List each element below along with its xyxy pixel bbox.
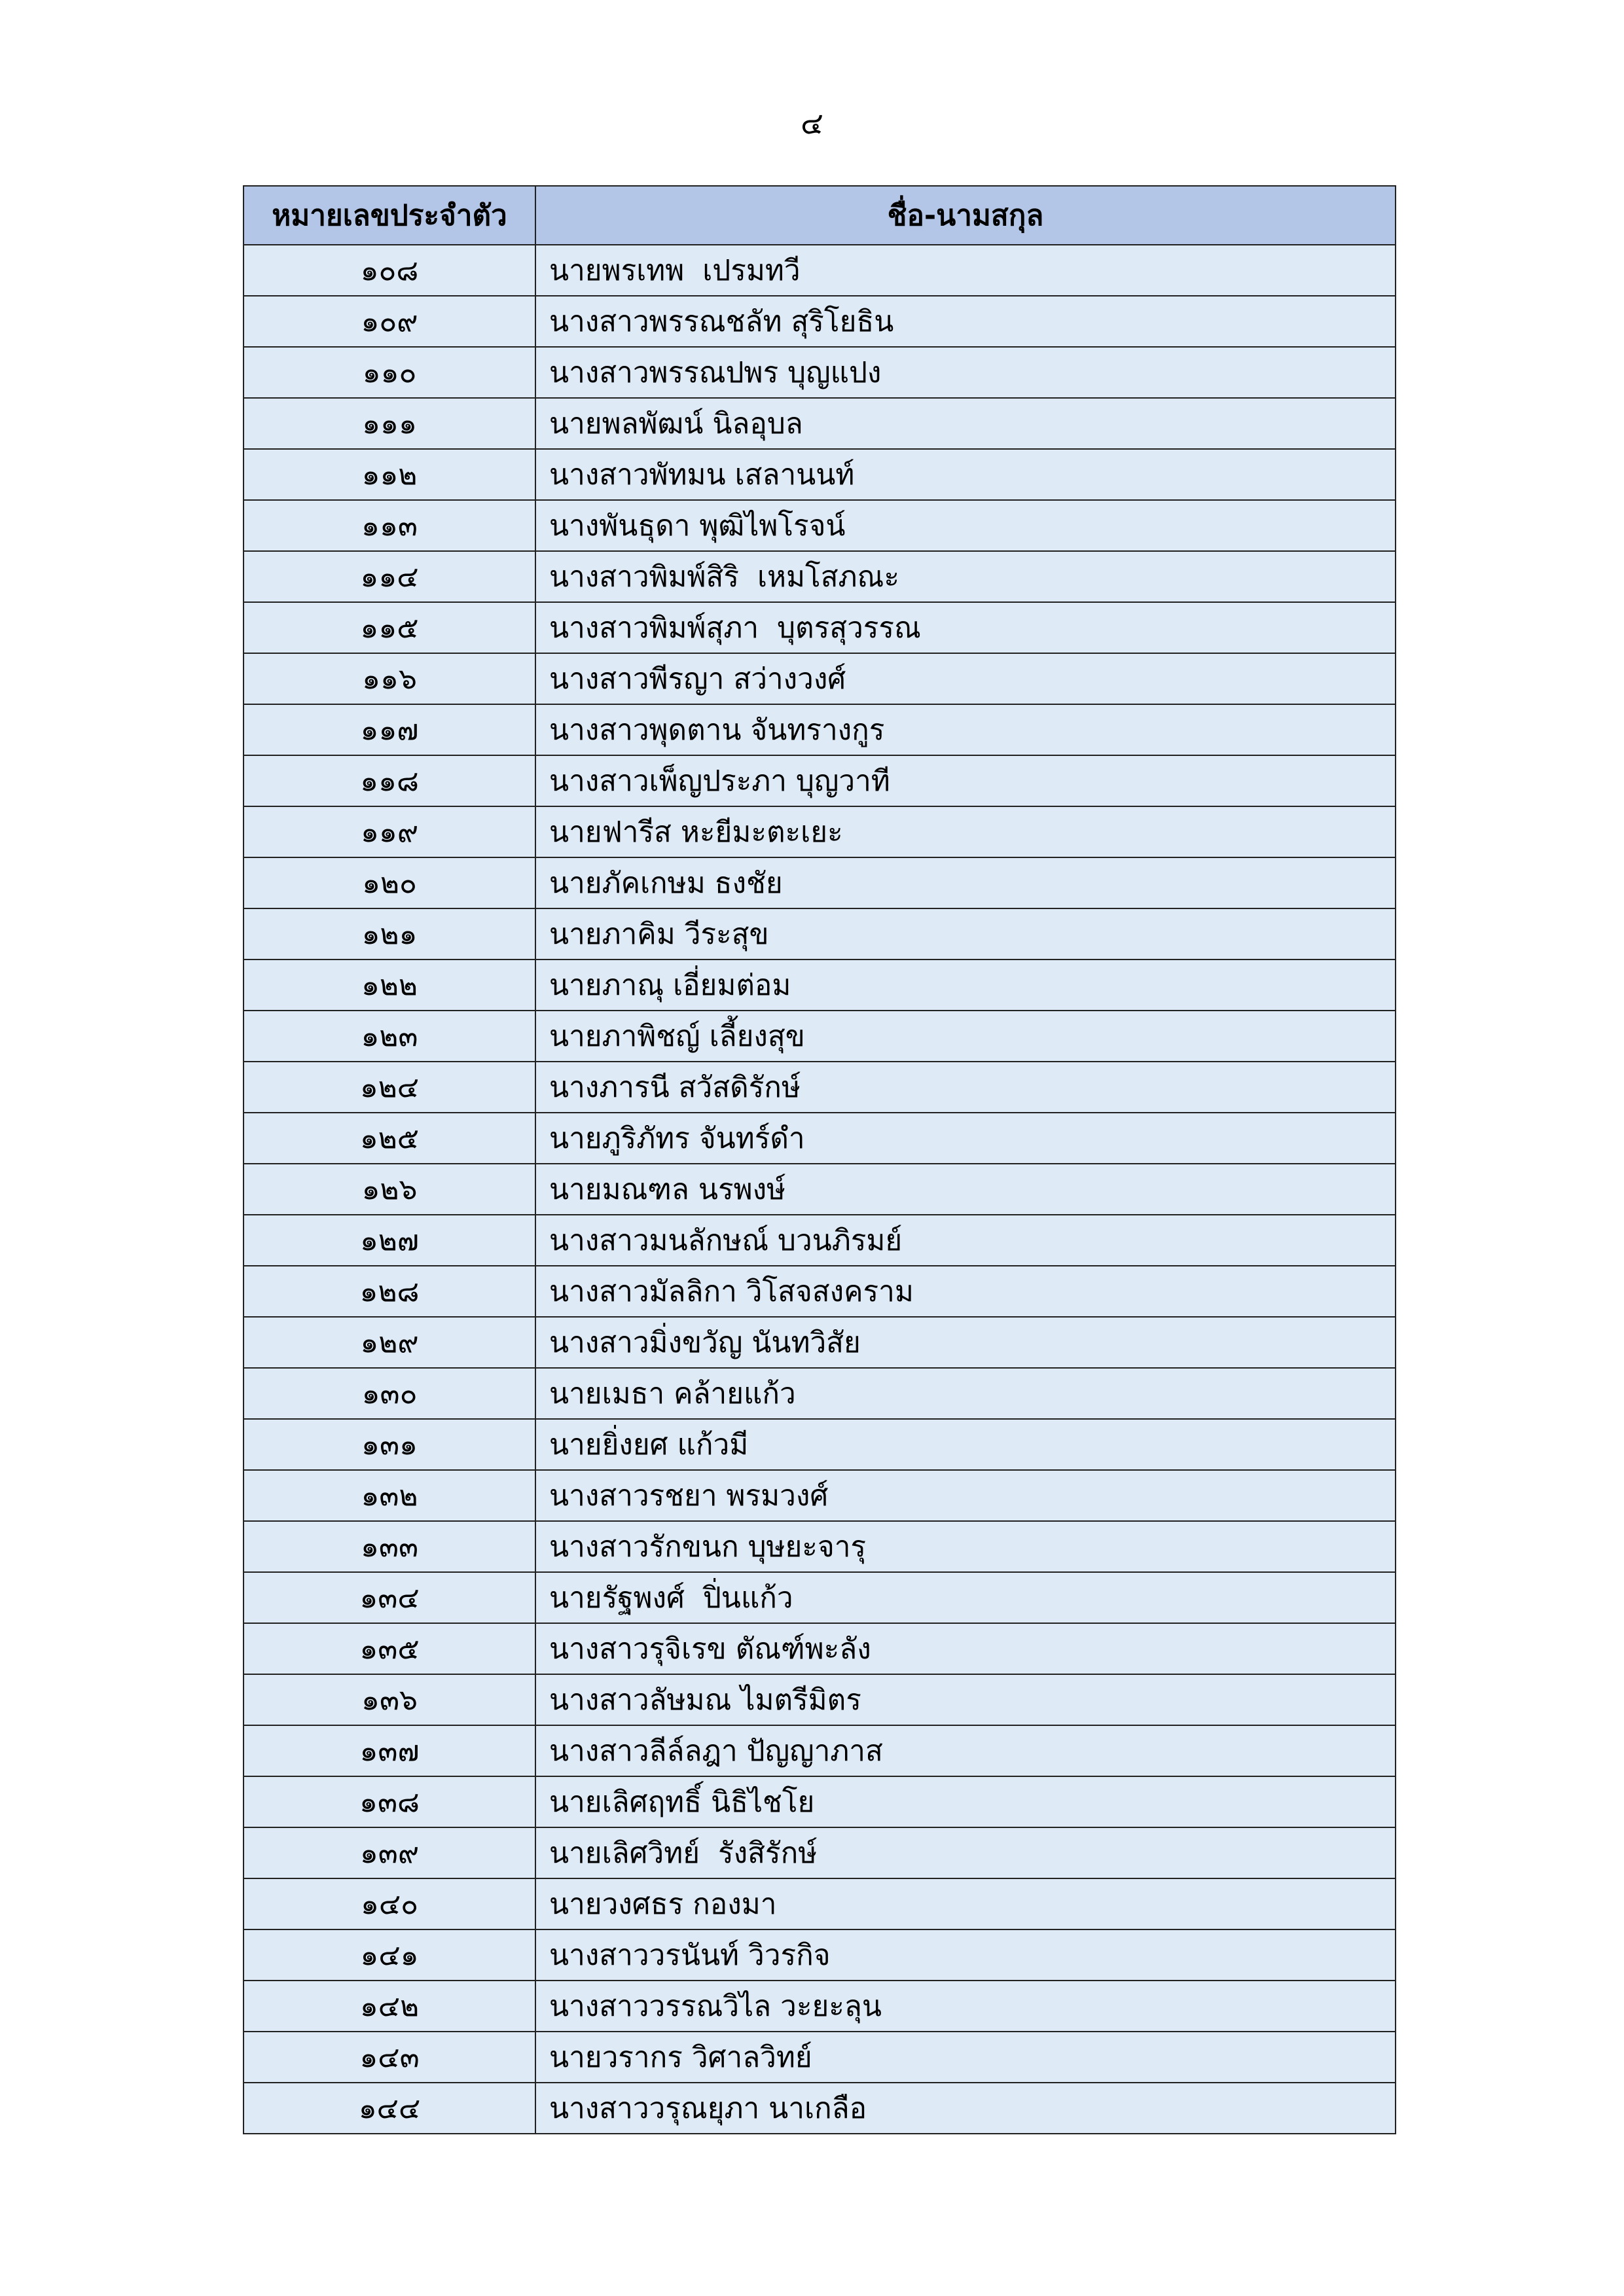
full-name-cell: นายรัฐพงศ์ ปิ่นแก้ว xyxy=(535,1572,1396,1623)
full-name-cell: นายภูริภัทร จันทร์ดำ xyxy=(535,1113,1396,1164)
full-name-cell: นางพันธุดา พุฒิไพโรจน์ xyxy=(535,500,1396,551)
id-number-cell: ๑๓๗ xyxy=(244,1725,535,1776)
full-name-cell: นางสาวพัทมน เสลานนท์ xyxy=(535,449,1396,500)
table-row xyxy=(244,1419,1396,1470)
full-name-cell: นางสาวรุจิเรข ตัณฑ์พะลัง xyxy=(535,1623,1396,1674)
table-row xyxy=(244,551,1396,602)
full-name-cell: นายมณฑล นรพงษ์ xyxy=(535,1164,1396,1215)
full-name-cell: นายภาคิม วีระสุข xyxy=(535,908,1396,960)
id-number-cell: ๑๒๓ xyxy=(244,1011,535,1062)
id-number-cell: ๑๒๘ xyxy=(244,1266,535,1317)
id-number-cell: ๑๐๘ xyxy=(244,245,535,296)
table-header-row xyxy=(244,186,1396,245)
full-name-cell: นายเลิศฤทธิ์ นิธิไชโย xyxy=(535,1776,1396,1827)
id-number-cell: ๑๓๒ xyxy=(244,1470,535,1521)
id-number-cell: ๑๑๘ xyxy=(244,755,535,806)
table-row xyxy=(244,1929,1396,1981)
full-name-cell: นางสาวมิ่งขวัญ นันทวิสัย xyxy=(535,1317,1396,1368)
id-number-cell: ๑๑๙ xyxy=(244,806,535,857)
full-name-cell: นางสาวมนลักษณ์ บวนภิรมย์ xyxy=(535,1215,1396,1266)
full-name-cell: นางสาวลัษมณ ไมตรีมิตร xyxy=(535,1674,1396,1725)
full-name-cell: นายวรากร วิศาลวิทย์ xyxy=(535,2032,1396,2083)
id-number-cell: ๑๓๐ xyxy=(244,1368,535,1419)
student-roster-table xyxy=(243,185,1396,2134)
id-number-cell: ๑๒๕ xyxy=(244,1113,535,1164)
id-number-cell: ๑๓๓ xyxy=(244,1521,535,1572)
id-number-cell: ๑๓๑ xyxy=(244,1419,535,1470)
table-body xyxy=(244,245,1396,2134)
id-number-cell: ๑๔๐ xyxy=(244,1878,535,1929)
full-name-cell: นางภารนี สวัสดิรักษ์ xyxy=(535,1062,1396,1113)
table-row xyxy=(244,1470,1396,1521)
table-row xyxy=(244,1623,1396,1674)
table-row xyxy=(244,960,1396,1011)
table-row xyxy=(244,398,1396,449)
full-name-cell: นางสาวมัลลิกา วิโสจสงคราม xyxy=(535,1266,1396,1317)
id-number-cell: ๑๓๙ xyxy=(244,1827,535,1878)
table-row xyxy=(244,1113,1396,1164)
full-name-cell: นายฟารีส หะยีมะตะเยะ xyxy=(535,806,1396,857)
full-name-cell: นางสาวพุดตาน จันทรางกูร xyxy=(535,704,1396,755)
id-number-cell: ๑๒๒ xyxy=(244,960,535,1011)
id-number-cell: ๑๓๘ xyxy=(244,1776,535,1827)
table-row xyxy=(244,602,1396,653)
full-name-cell: นางสาวพรรณชลัท สุริโยธิน xyxy=(535,296,1396,347)
full-name-cell: นายวงศธร กองมา xyxy=(535,1878,1396,1929)
table-row xyxy=(244,245,1396,296)
full-name-cell: นางสาววรนันท์ วิวรกิจ xyxy=(535,1929,1396,1981)
id-number-cell: ๑๔๔ xyxy=(244,2083,535,2134)
full-name-cell: นายพรเทพ เปรมทวี xyxy=(535,245,1396,296)
full-name-cell: นายเลิศวิทย์ รังสิรักษ์ xyxy=(535,1827,1396,1878)
table-row xyxy=(244,449,1396,500)
table-row xyxy=(244,1215,1396,1266)
page-number: ๔ xyxy=(801,105,823,141)
table-row xyxy=(244,1725,1396,1776)
table-row xyxy=(244,1827,1396,1878)
id-number-cell: ๑๑๒ xyxy=(244,449,535,500)
full-name-cell: นายภาณุ เอี่ยมต่อม xyxy=(535,960,1396,1011)
full-name-cell: นายภัคเกษม ธงชัย xyxy=(535,857,1396,908)
table-row xyxy=(244,2083,1396,2134)
id-number-cell: ๑๑๗ xyxy=(244,704,535,755)
id-number-cell: ๑๔๓ xyxy=(244,2032,535,2083)
id-number-cell: ๑๒๖ xyxy=(244,1164,535,1215)
id-number-cell: ๑๓๕ xyxy=(244,1623,535,1674)
id-number-cell: ๑๒๔ xyxy=(244,1062,535,1113)
table-row xyxy=(244,1981,1396,2032)
full-name-cell: นางสาวรชยา พรมวงศ์ xyxy=(535,1470,1396,1521)
table-row xyxy=(244,755,1396,806)
full-name-cell: นายยิ่งยศ แก้วมี xyxy=(535,1419,1396,1470)
id-number-cell: ๑๑๖ xyxy=(244,653,535,704)
table-row xyxy=(244,347,1396,398)
id-number-cell: ๑๔๑ xyxy=(244,1929,535,1981)
full-name-cell: นางสาวรักขนก บุษยะจารุ xyxy=(535,1521,1396,1572)
full-name-cell: นางสาวเพ็ญประภา บุญวาที xyxy=(535,755,1396,806)
id-number-cell: ๑๒๙ xyxy=(244,1317,535,1368)
table-row xyxy=(244,500,1396,551)
id-number-cell: ๑๑๕ xyxy=(244,602,535,653)
full-name-cell: นายภาพิชญ์ เลี้ยงสุข xyxy=(535,1011,1396,1062)
full-name-cell: นางสาวพิมพ์สุภา บุตรสุวรรณ xyxy=(535,602,1396,653)
full-name-cell: นางสาวลีล์ลฎา ปัญญาภาส xyxy=(535,1725,1396,1776)
table-row xyxy=(244,1368,1396,1419)
table-row xyxy=(244,2032,1396,2083)
full-name-cell: นางสาววรุณยุภา นาเกลือ xyxy=(535,2083,1396,2134)
id-number-cell: ๑๑๐ xyxy=(244,347,535,398)
table-row xyxy=(244,1266,1396,1317)
table-row xyxy=(244,1674,1396,1725)
id-number-cell: ๑๓๖ xyxy=(244,1674,535,1725)
table-row xyxy=(244,1521,1396,1572)
table-row xyxy=(244,1011,1396,1062)
full-name-cell: นางสาวพิมพ์สิริ เหมโสภณะ xyxy=(535,551,1396,602)
full-name-cell: นางสาววรรณวิไล วะยะลุน xyxy=(535,1981,1396,2032)
id-number-cell: ๑๔๒ xyxy=(244,1981,535,2032)
table-row xyxy=(244,653,1396,704)
id-number-cell: ๑๒๐ xyxy=(244,857,535,908)
table-row xyxy=(244,806,1396,857)
full-name-cell: นายพลพัฒน์ นิลอุบล xyxy=(535,398,1396,449)
id-number-cell: ๑๑๑ xyxy=(244,398,535,449)
table-row xyxy=(244,1062,1396,1113)
id-number-cell: ๑๓๔ xyxy=(244,1572,535,1623)
table-row xyxy=(244,1776,1396,1827)
header-id-number: หมายเลขประจำตัว xyxy=(244,186,535,245)
id-number-cell: ๑๑๔ xyxy=(244,551,535,602)
table-row xyxy=(244,857,1396,908)
id-number-cell: ๑๑๓ xyxy=(244,500,535,551)
id-number-cell: ๑๐๙ xyxy=(244,296,535,347)
full-name-cell: นายเมธา คล้ายแก้ว xyxy=(535,1368,1396,1419)
table-row xyxy=(244,1572,1396,1623)
id-number-cell: ๑๒๑ xyxy=(244,908,535,960)
table-row xyxy=(244,1878,1396,1929)
full-name-cell: นางสาวพีรญา สว่างวงศ์ xyxy=(535,653,1396,704)
table-row xyxy=(244,1317,1396,1368)
header-full-name: ชื่อ-นามสกุล xyxy=(535,186,1396,245)
full-name-cell: นางสาวพรรณปพร บุญแปง xyxy=(535,347,1396,398)
id-number-cell: ๑๒๗ xyxy=(244,1215,535,1266)
table-row xyxy=(244,1164,1396,1215)
table-row xyxy=(244,296,1396,347)
table-row xyxy=(244,704,1396,755)
table-row xyxy=(244,908,1396,960)
